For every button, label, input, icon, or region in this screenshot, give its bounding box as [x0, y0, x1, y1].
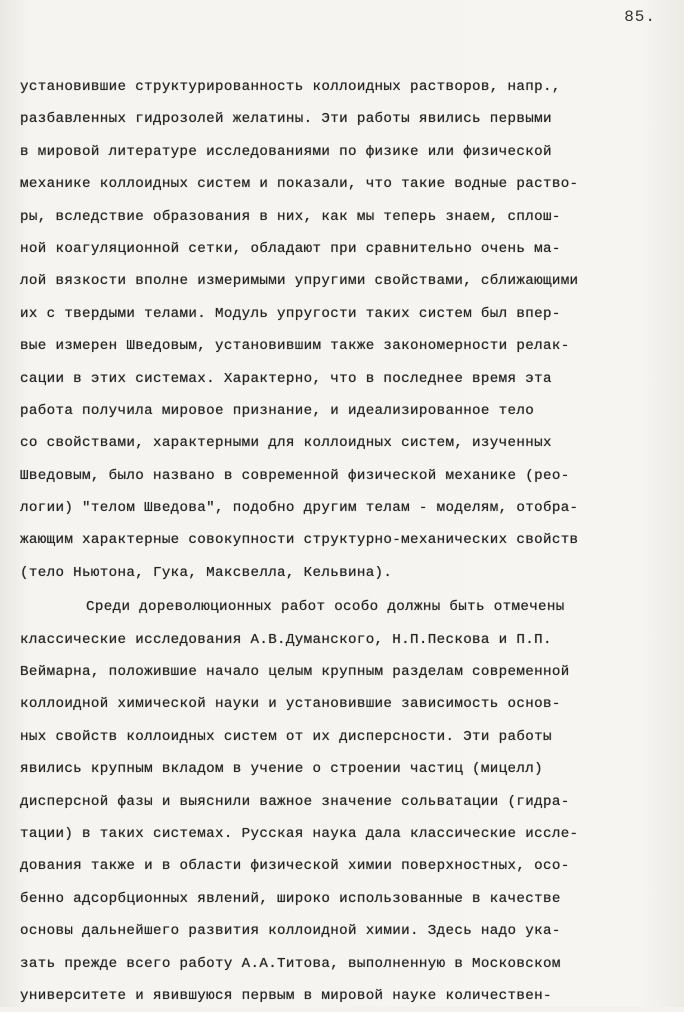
page-number: 85. [624, 8, 656, 26]
text-line: (тело Ньютона, Гука, Максвелла, Кельвина). [20, 564, 393, 581]
text-line: их с твердыми телами. Модуль упругости таких систем был впер- [20, 305, 561, 322]
paragraph-2 [20, 591, 680, 1012]
text-line: установившие структурированность коллоидных растворов, напр., [20, 79, 561, 95]
text-line: логии) "телом Шведова", подобно другим телам - моделям, отобра- [20, 500, 579, 517]
text-line: дования также и в области физической химии поверхностных, осо- [20, 858, 570, 875]
text-line: классические исследования А.В.Думанского, Н.П.Пескова и П.П. [20, 631, 552, 648]
text-line: работа получила мировое признание, и идеализированное тело [20, 402, 535, 419]
text-line: тации) в таких системах. Русская наука дала классические иссле- [20, 825, 579, 842]
text-line: зать прежде всего работу А.А.Титова, выполненную в Московском [20, 955, 561, 972]
text-line: коллоидной химической науки и установившие зависимость основ- [20, 696, 561, 713]
text-line: ной коагуляционной сетки, обладают при сравнительно очень ма- [20, 240, 561, 257]
text-line: дисперсной фазы и выяснили важное значение сольватации (гидра- [20, 793, 570, 810]
text-line: Среди дореволюционных работ особо должны быть отмечены [86, 599, 565, 616]
text-line: механике коллоидных систем и показали, что такие водные раство- [20, 176, 579, 193]
text-line: со свойствами, характерными для коллоидных систем, изученных [20, 435, 552, 452]
text-line: бенно адсорбционных явлений, широко использованные в качестве [20, 890, 561, 907]
text-line: сации в этих системах. Характерно, что в последнее время эта [20, 370, 552, 387]
text-line: вые измерен Шведовым, установившим также закономерности релак- [20, 338, 570, 355]
text-line: университете и явившуюся первым в мировой науке количествен- [20, 987, 552, 1004]
text-line: явились крупным вкладом в учение о строении частиц (мицелл) [20, 761, 543, 778]
body-text [20, 71, 680, 1012]
text-line: лой вязкости вполне измеримыми упругими свойствами, сближающими [20, 273, 579, 290]
text-line: в мировой литературе исследованиями по физике или физической [20, 143, 552, 160]
text-line: ры, вследствие образования в них, как мы теперь знаем, сплош- [20, 208, 561, 225]
text-line: основы дальнейшего развития коллоидной химии. Здесь надо ука- [20, 923, 561, 940]
text-line: ных свойств коллоидных систем от их дисперсности. Эти работы [20, 728, 552, 745]
text-line: разбавленных гидрозолей желатины. Эти работы явились первыми [20, 111, 552, 128]
paragraph-1 [20, 71, 680, 589]
text-line: жающим характерные совокупности структурно-механических свойств [20, 532, 579, 549]
text-line: Веймарна, положившие начало целым крупным разделам современной [20, 664, 570, 681]
text-line: Шведовым, было названо в современной физической механике (рео- [20, 467, 570, 484]
